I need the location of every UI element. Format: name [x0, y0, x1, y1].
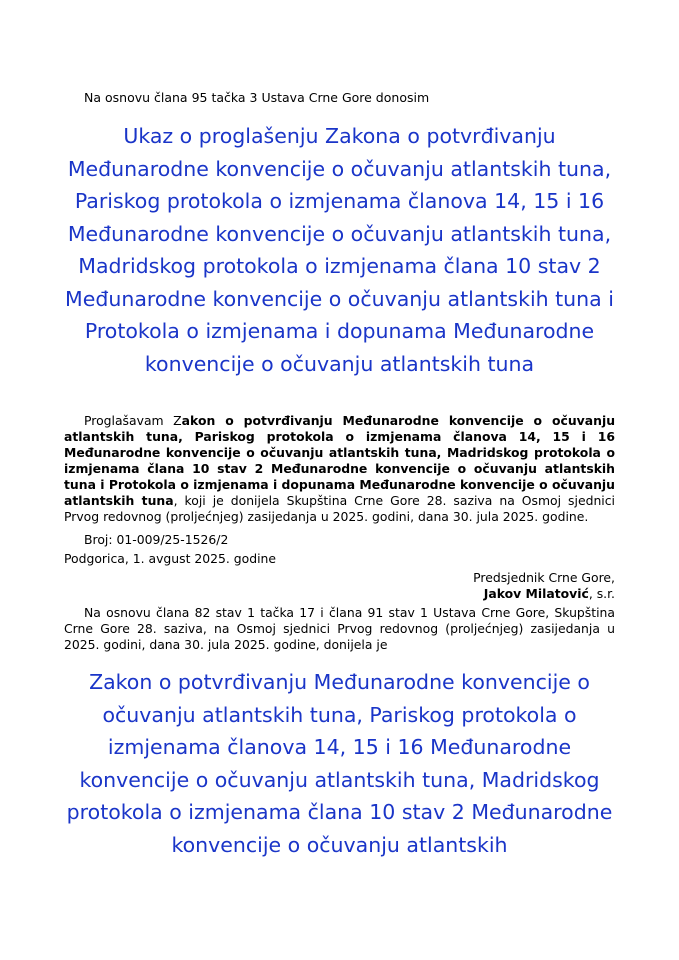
- intro-text: Na osnovu člana 95 tačka 3 Ustava Crne Gore donosim: [84, 90, 430, 105]
- place-date: Podgorica, 1. avgust 2025. godine: [64, 551, 277, 566]
- proclamation-law-name: akon o potvrđivanju Međunarodne konvencije o očuvanju atlantskih tuna, Pariskog protokola o izmjenama članova 14, 15 i 16 Međunarodne konvencije o očuvanju atlantskih tuna, Madridskog protokola o izmjenama člana 10 stav 2 Međunarodne konvencije o očuvanju atlantskih tuna i Protokola o izmjenama i dopunama Međunarodne konvencije o očuvanju atlantskih tuna: [64, 413, 616, 508]
- reference-number: Broj: 01-009/25-1526/2: [84, 532, 229, 547]
- signature-name: Jakov Milatović: [483, 586, 589, 601]
- law-title: Zakon o potvrđivanju Međunarodne konvencije o očuvanju atlantskih tuna, Pariskog protokola o izmjenama članova 14, 15 i 16 Međunarodne konvencije o očuvanju atlantskih tuna, Madridskog protokola o izmjenama člana 10 stav 2 Međunarodne konvencije o očuvanju atlantskih: [66, 670, 613, 857]
- proclamation-paragraph: [64, 413, 615, 525]
- proclamation-lead: Proglašavam Z: [84, 413, 182, 428]
- decree-title: Ukaz o proglašenju Zakona o potvrđivanju Međunarodne konvencije o očuvanju atlantskih tuna, Pariskog protokola o izmjenama članova 14, 15 i 16 Međunarodne konvencije o očuvanju atlantskih tuna, Madridskog protokola o izmjenama člana 10 stav 2 Međunarodne konvencije o očuvanju atlantskih tuna i Protokola o izmjenama i dopunama Međunarodne konvencije o očuvanju atlantskih tuna: [65, 124, 614, 376]
- signature-role: Predsjednik Crne Gore,: [473, 570, 615, 585]
- basis-paragraph: Na osnovu člana 82 stav 1 tačka 17 i člana 91 stav 1 Ustava Crne Gore, Skupština Crne Gore 28. saziva, na Osmoj sjednici Prvog redovnog (proljećnjeg) zasijedanja u 2025. godini, dana 30. jula 2025. godine, donijela je: [64, 605, 615, 652]
- signature-line: [484, 586, 615, 602]
- signature-suffix: , s.r.: [588, 586, 615, 601]
- proclamation-tail: , koji je donijela Skupština Crne Gore 28. saziva na Osmoj sjednici Prvog redovnog (proljećnjeg) zasijedanja u 2025. godini, dana 30. jula 2025. godine.: [64, 493, 615, 524]
